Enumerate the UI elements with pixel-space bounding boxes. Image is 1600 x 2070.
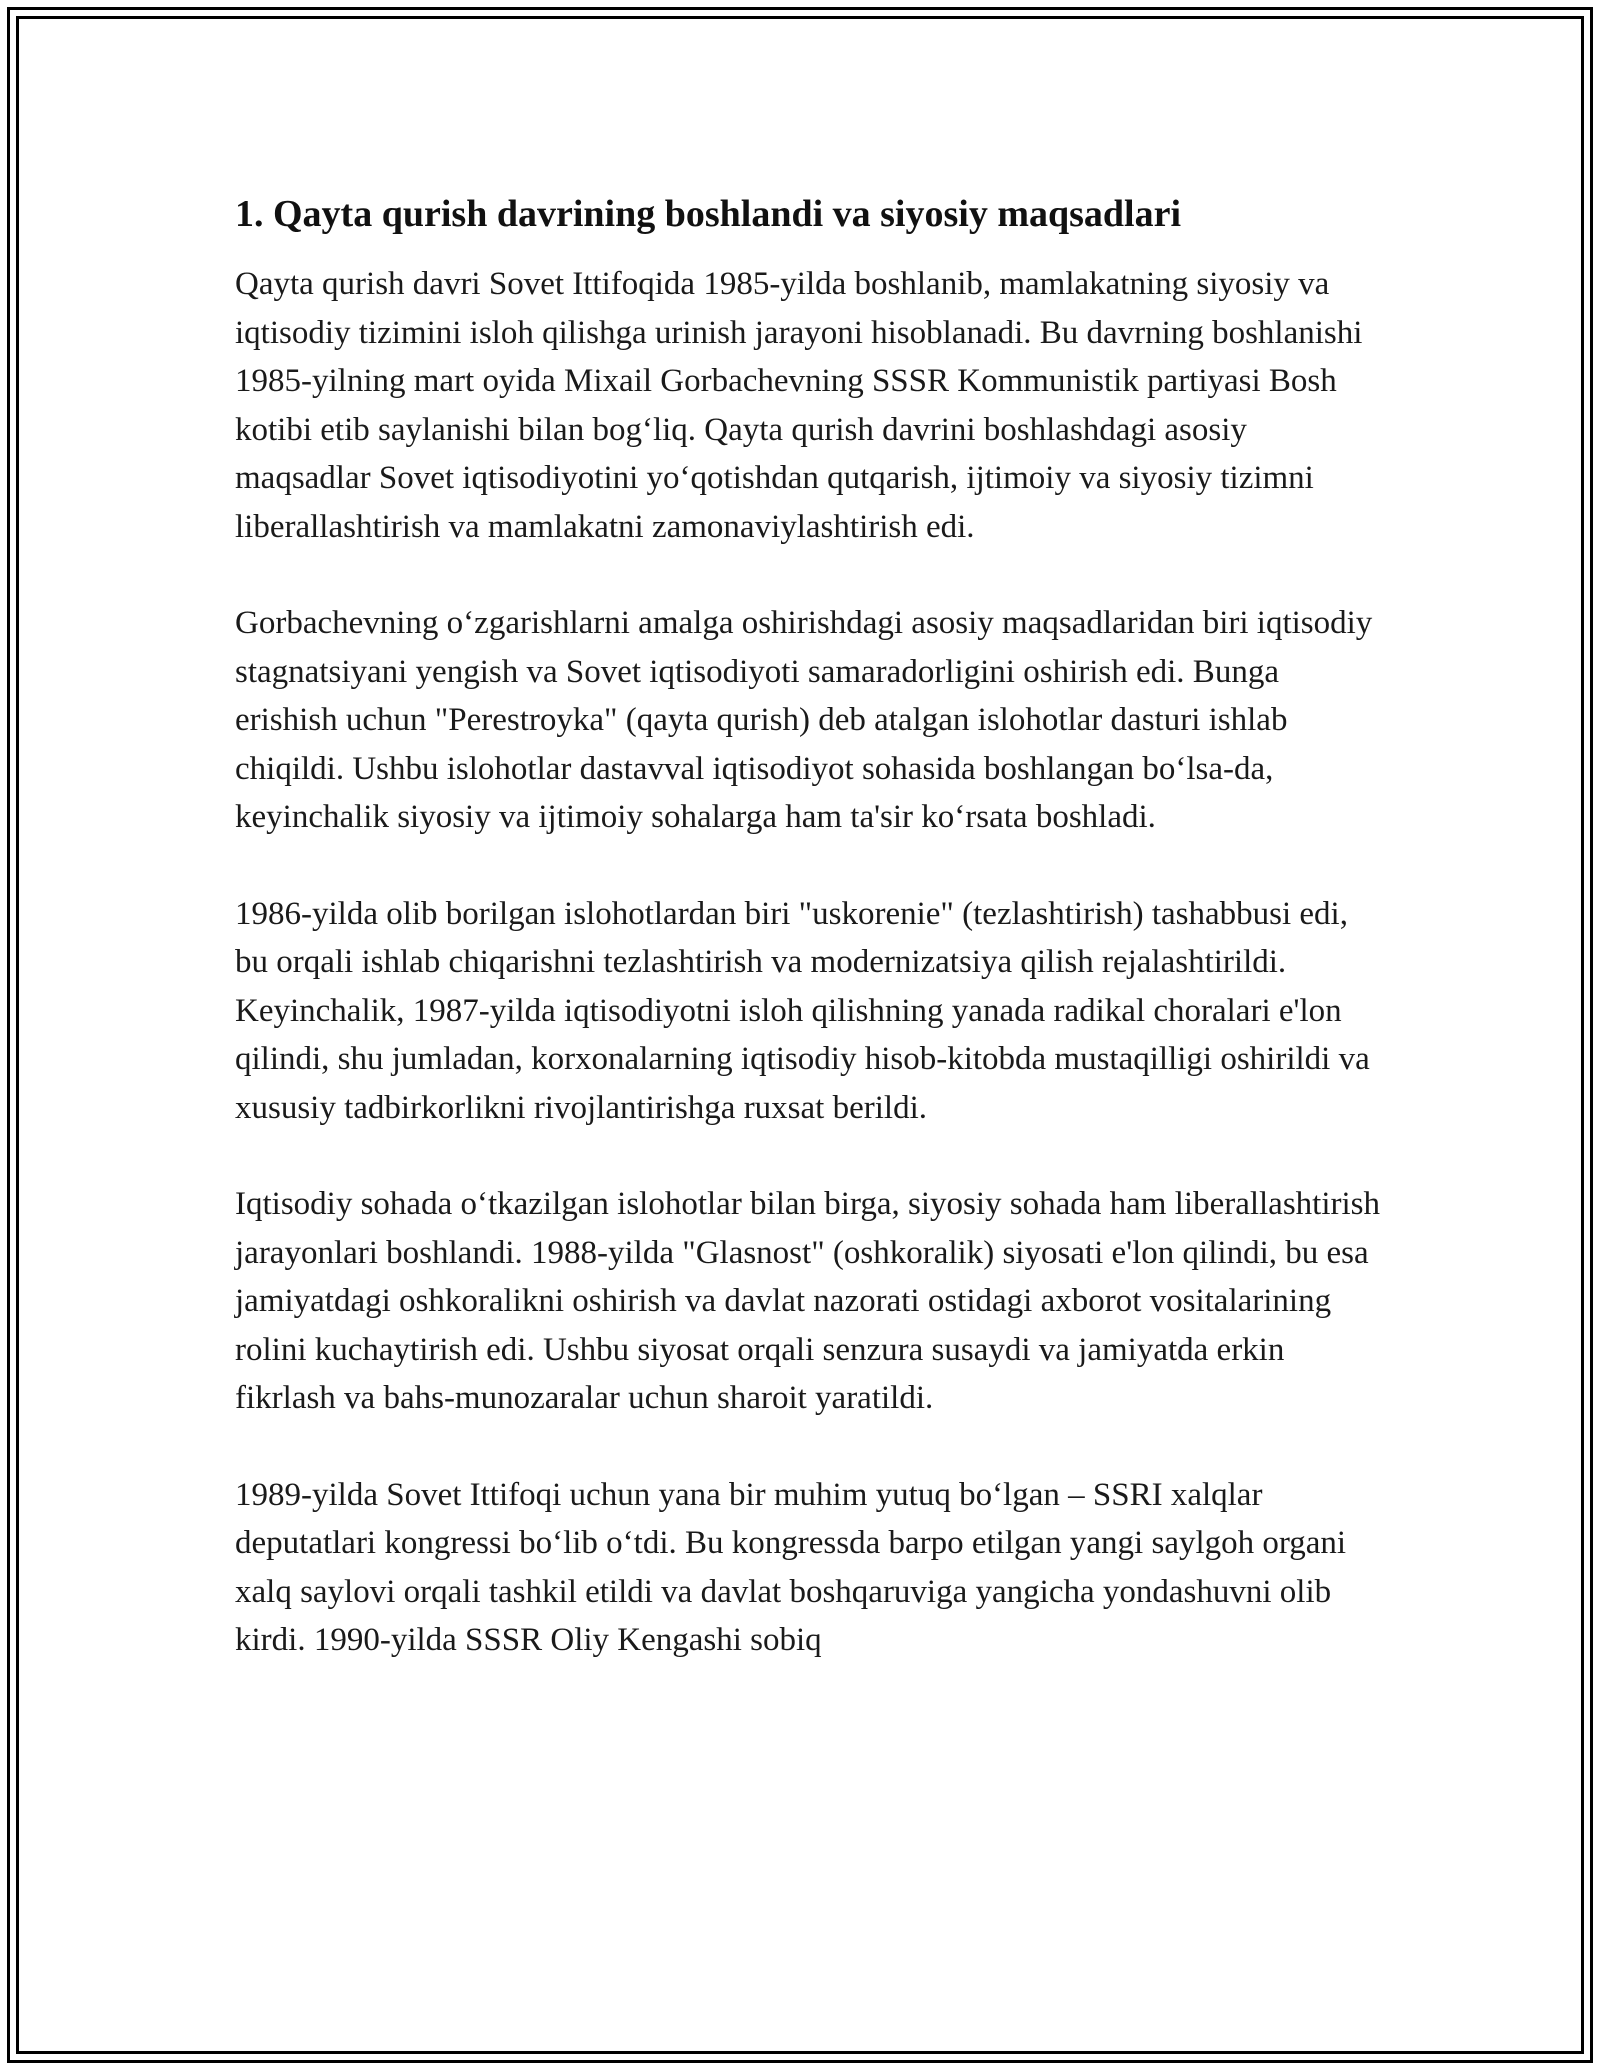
paragraph-4: Iqtisodiy sohada o‘tkazilgan islohotlar bilan birga, siyosiy sohada ham liberallashtirish jarayonlari boshlandi. 1988-yilda "Glasnost" (oshkoralik) siyosati e'lon qilindi, bu esa jamiyatdagi oshkoralikni oshirish va davlat nazorati ostidagi axborot vositalarining rolini kuchaytirish edi. Ushbu siyosat orqali senzura susaydi va jamiyatda erkin fikrlash va bahs-munozaralar uchun sharoit yaratildi. [235,1186,1381,1416]
document-body [235,188,1380,1713]
section-heading: 1. Qayta qurish davrining boshlandi va siyosiy maqsadlari [235,193,1182,235]
paragraph-5: 1989-yilda Sovet Ittifoqi uchun yana bir muhim yutuq bo‘lgan – SSRI xalqlar deputatlari kongressi bo‘lib o‘tdi. Bu kongressda barpo etilgan yangi saylgoh organi xalq saylovi orqali tashkil etildi va davlat boshqaruviga yangicha yondashuvni olib kirdi. 1990-yilda SSSR Oliy Kengashi sobiq [235,1476,1347,1658]
paragraph-3: 1986-yilda olib borilgan islohotlardan biri "uskorenie" (tezlashtirish) tashabbusi edi, bu orqali ishlab chiqarishni tezlashtirish va modernizatsiya qilish rejalashtirildi. Keyinchalik, 1987-yilda iqtisodiyotni isloh qilishning yanada radikal choralari e'lon qilindi, shu jumladan, korxonalarning iqtisodiy hisob-kitobda mustaqilligi oshirildi va xususiy tadbirkorlikni rivojlantirishga ruxsat berildi. [235,895,1370,1126]
paragraph-2: Gorbachevning o‘zgarishlarni amalga oshirishdagi asosiy maqsadlaridan biri iqtisodiy stagnatsiyani yengish va Sovet iqtisodiyoti samaradorligini oshirish edi. Bunga erishish uchun "Perestroyka" (qayta qurish) deb atalgan islohotlar dasturi ishlab chiqildi. Ushbu islohotlar dastavval iqtisodiyot sohasida boshlangan bo‘lsa-da, keyinchalik siyosiy va ijtimoiy sohalarga ham ta'sir ko‘rsata boshladi. [235,605,1373,835]
paragraph-1: Qayta qurish davri Sovet Ittifoqida 1985-yilda boshlanib, mamlakatning siyosiy va iqtisodiy tizimini isloh qilishga urinish jarayoni hisoblanadi. Bu davrning boshlanishi 1985-yilning mart oyida Mixail Gorbachevning SSSR Kommunistik partiyasi Bosh kotibi etib saylanishi bilan bog‘liq. Qayta qurish davrini boshlashdagi asosiy maqsadlar Sovet iqtisodiyotini yo‘qotishdan qutqarish, ijtimoiy va siyosiy tizimni liberallashtirish va mamlakatni zamonaviylashtirish edi. [235,266,1363,545]
